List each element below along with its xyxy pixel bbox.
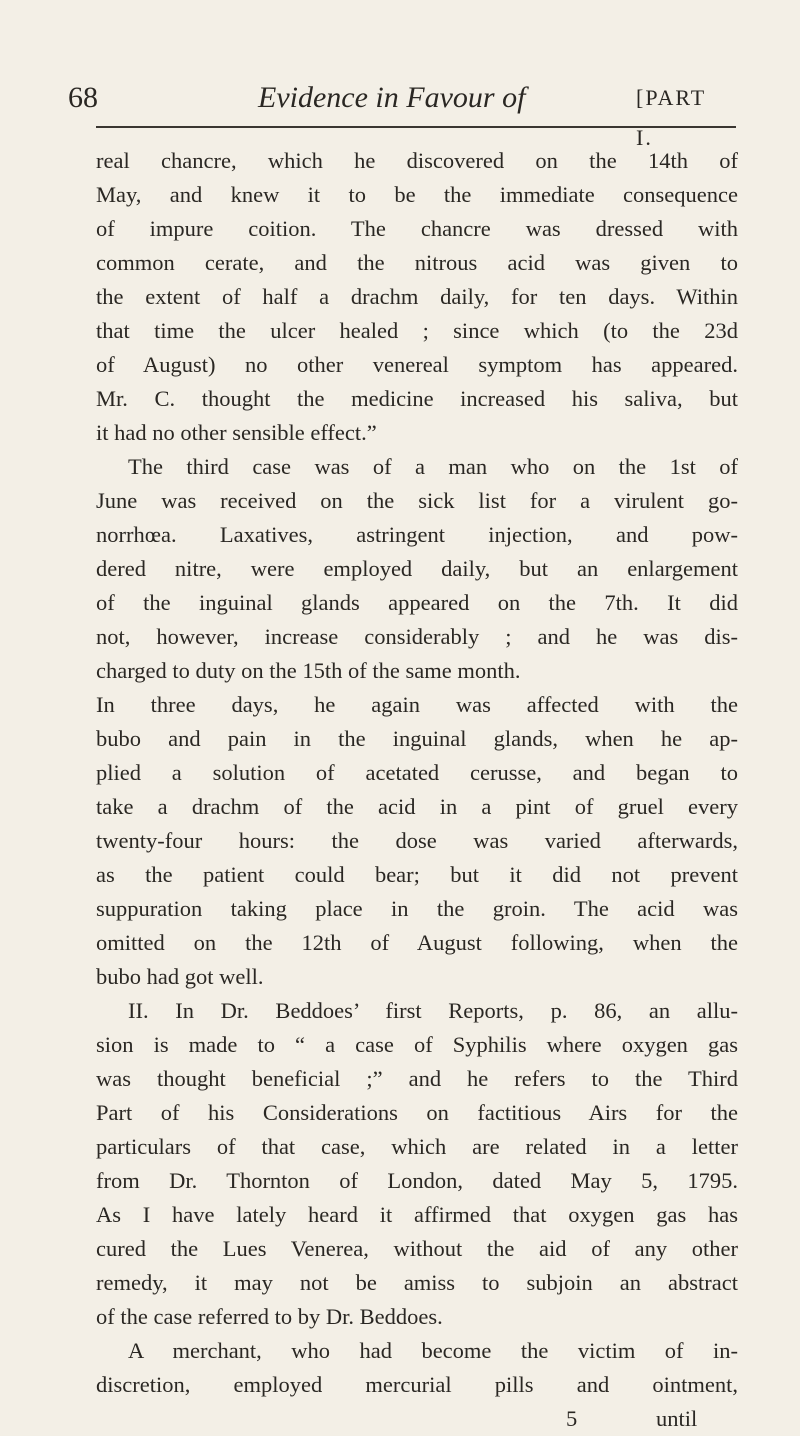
text-line: of the case referred to by Dr. Beddoes. bbox=[96, 1304, 443, 1329]
text-line: June was received on the sick list for a virulent go- bbox=[96, 488, 738, 513]
running-header bbox=[68, 78, 728, 150]
text-line: was thought beneficial ;” and he refers to the Third bbox=[96, 1066, 738, 1091]
text-line: of August) no other venereal symptom has appeared. bbox=[96, 352, 738, 377]
text-line: take a drachm of the acid in a pint of gruel every bbox=[96, 794, 738, 819]
text-line: Part of his Considerations on factitious Airs for the bbox=[96, 1100, 738, 1125]
text-line: dered nitre, were employed daily, but an enlargement bbox=[96, 556, 738, 581]
text-line: cured the Lues Venerea, without the aid of any other bbox=[96, 1236, 738, 1261]
text-line: of impure coition. The chancre was dressed with bbox=[96, 216, 738, 241]
text-line: A merchant, who had become the victim of in- bbox=[128, 1338, 738, 1363]
text-line: it had no other sensible effect.” bbox=[96, 420, 377, 445]
running-title: Evidence in Favour of bbox=[258, 81, 526, 114]
text-line: that time the ulcer healed ; since which (to the 23d bbox=[96, 318, 738, 343]
text-line: sion is made to “ a case of Syphilis where oxygen gas bbox=[96, 1032, 738, 1057]
text-line: suppuration taking place in the groin. The acid was bbox=[96, 896, 738, 921]
text-line: remedy, it may not be amiss to subjoin an abstract bbox=[96, 1270, 738, 1295]
text-line: particulars of that case, which are related in a letter bbox=[96, 1134, 738, 1159]
text-line: norrhœa. Laxatives, astringent injection, and pow- bbox=[96, 522, 738, 547]
text-line: the extent of half a drachm daily, for ten days. Within bbox=[96, 284, 738, 309]
text-line: In three days, he again was affected with the bbox=[96, 692, 738, 717]
signature-mark: 5 bbox=[566, 1406, 578, 1431]
catchword: until bbox=[656, 1406, 698, 1431]
page-number: 68 bbox=[68, 81, 98, 114]
text-line: May, and knew it to be the immediate consequence bbox=[96, 182, 738, 207]
text-line: II. In Dr. Beddoes’ first Reports, p. 86, an allu- bbox=[128, 998, 738, 1023]
body-text bbox=[96, 144, 738, 1436]
text-line: real chancre, which he discovered on the 14th of bbox=[96, 148, 738, 173]
footer-line bbox=[96, 1402, 738, 1436]
text-line: of the inguinal glands appeared on the 7th. It did bbox=[96, 590, 738, 615]
text-line: plied a solution of acetated cerusse, and began to bbox=[96, 760, 738, 785]
text-line: charged to duty on the 15th of the same month. bbox=[96, 658, 521, 683]
text-line: The third case was of a man who on the 1st of bbox=[128, 454, 738, 479]
text-line: omitted on the 12th of August following, when the bbox=[96, 930, 738, 955]
text-line: not, however, increase considerably ; and he was dis- bbox=[96, 624, 738, 649]
text-line: twenty-four hours: the dose was varied afterwards, bbox=[96, 828, 738, 853]
text-line: bubo had got well. bbox=[96, 964, 264, 989]
text-line: bubo and pain in the inguinal glands, when he ap- bbox=[96, 726, 738, 751]
part-label: [PART I. bbox=[636, 85, 706, 150]
text-line: discretion, employed mercurial pills and ointment, bbox=[96, 1372, 738, 1397]
text-line: as the patient could bear; but it did not prevent bbox=[96, 862, 738, 887]
text-line: from Dr. Thornton of London, dated May 5, 1795. bbox=[96, 1168, 738, 1193]
text-line: Mr. C. thought the medicine increased his saliva, but bbox=[96, 386, 738, 411]
text-line: common cerate, and the nitrous acid was given to bbox=[96, 250, 738, 275]
header-rule bbox=[96, 126, 736, 128]
text-line: As I have lately heard it affirmed that oxygen gas has bbox=[96, 1202, 738, 1227]
